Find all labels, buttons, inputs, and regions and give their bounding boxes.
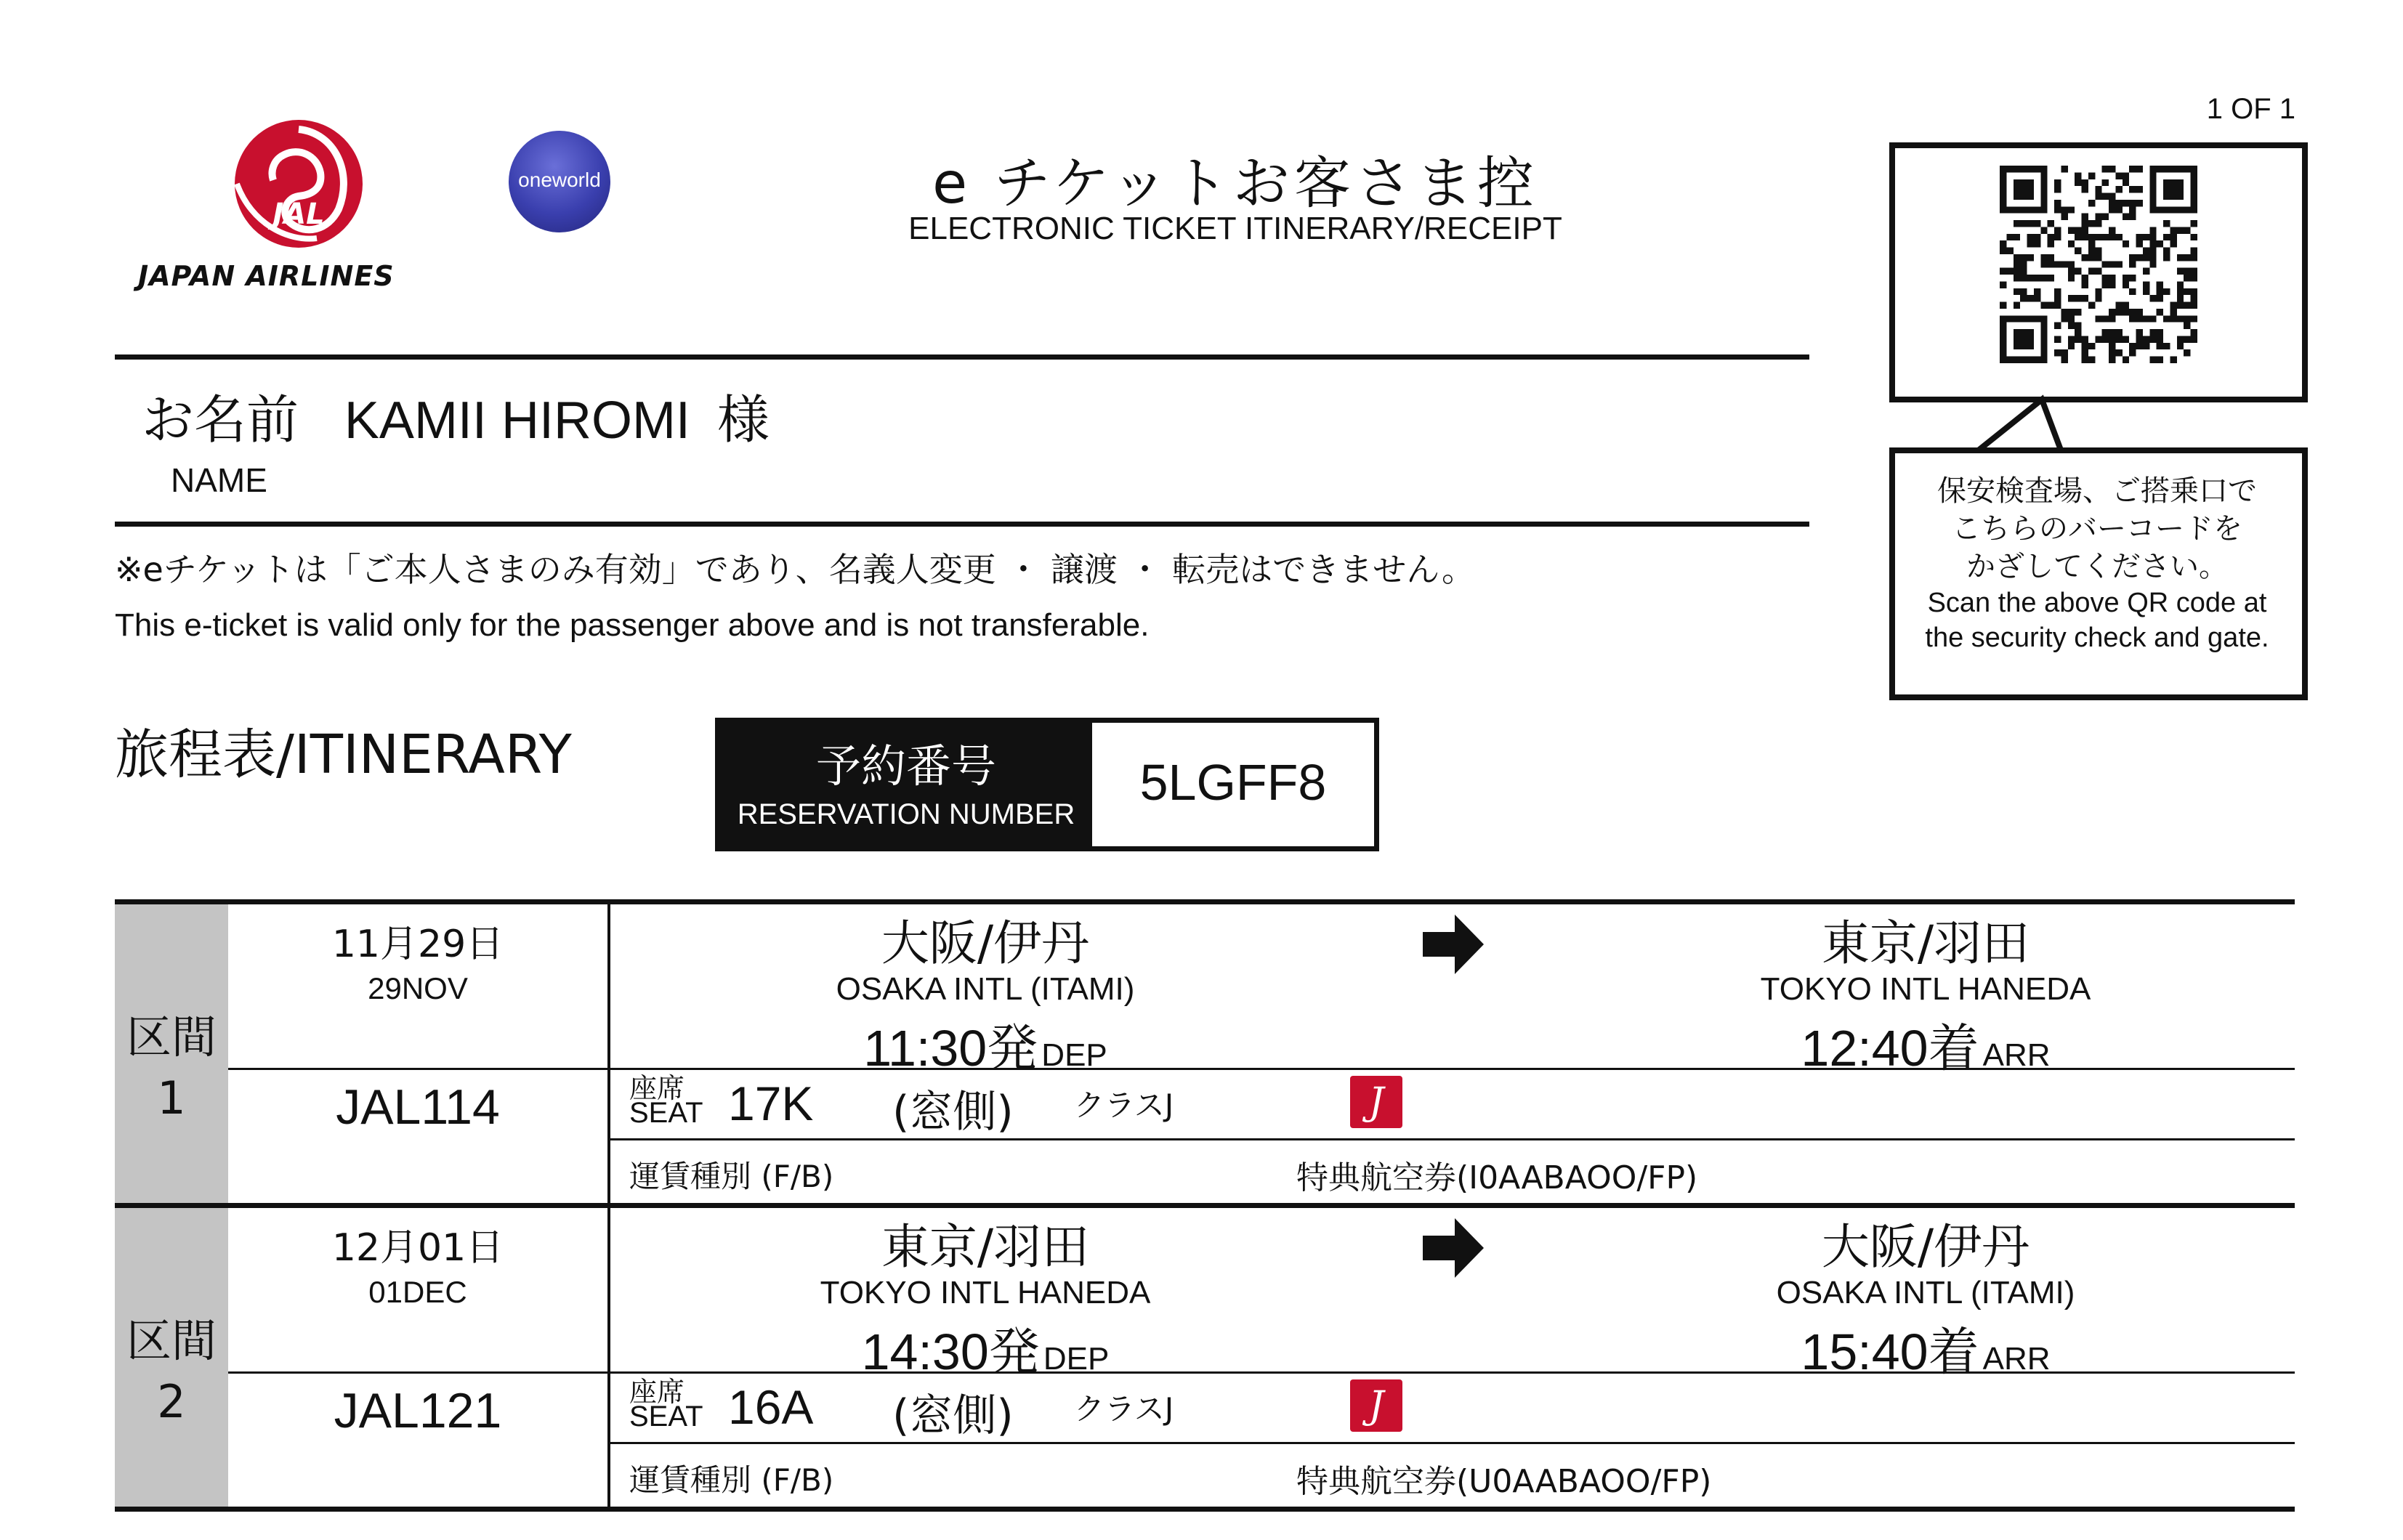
divider-name	[115, 522, 1809, 527]
segment-2-arr-time: 15:40	[1801, 1324, 1929, 1380]
qr-note-en-1: Scan the above QR code at	[1927, 588, 2267, 618]
divider-top	[115, 354, 1809, 360]
segment-1-fare-label: 運賃種別 (F/B)	[629, 1159, 834, 1194]
segment-2-seat-type: (窓側)	[892, 1390, 1014, 1441]
qr-code-icon	[2000, 166, 2197, 363]
segment-1-flight: JAL114	[336, 1079, 500, 1135]
segment-2-divider	[607, 1208, 610, 1510]
segment-1-label: 区間	[126, 1010, 217, 1063]
page-title-en: ELECTRONIC TICKET ITINERARY/RECEIPT	[908, 211, 1562, 246]
qr-note-jp-2: こちらのバーコードを	[1952, 512, 2242, 546]
notice-en: This e-ticket is valid only for the passenger above and is not transferable.	[115, 607, 1150, 643]
segment-2-seat-label	[629, 1376, 703, 1432]
segment-2-label: 区間	[126, 1314, 217, 1367]
segment-2-seat-rule	[609, 1442, 2295, 1444]
name-label-en: NAME	[171, 461, 267, 499]
oneworld-wordmark: oneworld	[518, 169, 601, 191]
segment-2-arr-label: ARR	[1982, 1341, 2051, 1377]
segment-1-from-en: OSAKA INTL (ITAMI)	[836, 971, 1135, 1007]
airline-wordmark: JAPAN AIRLINES	[138, 260, 395, 292]
arrow-right-icon	[1423, 1215, 1488, 1281]
segment-2-index: 2	[157, 1375, 186, 1428]
page-title-jp: e チケットお客さま控	[932, 151, 1538, 216]
segment-1-index: 1	[157, 1071, 186, 1124]
segment-2-fare-label: 運賃種別 (F/B)	[629, 1462, 834, 1498]
segment-1-dep-time: 11:30	[863, 1020, 988, 1077]
reservation-label-jp: 予約番号	[815, 739, 996, 793]
passenger-name: KAMII HIROMI	[344, 392, 690, 450]
segment-2-to-en: OSAKA INTL (ITAMI)	[1776, 1275, 2075, 1310]
reservation-box	[715, 718, 1379, 851]
arrow-right-icon	[1423, 912, 1488, 977]
qr-note-jp-3: かざしてください。	[1966, 550, 2228, 583]
segment-2-departure	[658, 1311, 1312, 1385]
segment-1-date-en: 29NOV	[368, 971, 468, 1005]
segment-2-top-rule	[115, 1203, 2295, 1208]
segment-2-from-en: TOKYO INTL HANEDA	[820, 1275, 1151, 1310]
segment-1-departure	[658, 1008, 1312, 1081]
seat-label-en: SEAT	[629, 1401, 703, 1432]
segment-2-flight: JAL121	[334, 1383, 502, 1438]
segment-1-divider	[607, 904, 610, 1207]
segment-2-fare: 特典航空券(U0AABAOO/FP)	[1296, 1463, 1712, 1500]
segment-1-class: クラスJ	[1074, 1087, 1174, 1123]
seat-label-en: SEAT	[629, 1097, 703, 1129]
segment-1-date-jp: 11月29日	[331, 923, 504, 966]
segment-2-dep-kanji: 発	[988, 1322, 1040, 1382]
segment-2-bottom-rule	[115, 1507, 2295, 1512]
seat-label-jp: 座席	[629, 1072, 685, 1104]
honorific: 様	[716, 389, 770, 450]
oneworld-logo-icon	[509, 131, 610, 232]
notice-jp: ※eチケットは「ご本人さまのみ有効」であり、名義人変更 ・ 譲渡 ・ 転売はできません。	[115, 550, 1475, 589]
name-label-jp: お名前	[142, 389, 299, 450]
reservation-label-block	[720, 723, 1092, 846]
qr-note-en-2: the security check and gate.	[1925, 623, 2269, 653]
segment-2-seat: 16A	[728, 1380, 814, 1434]
segment-1-arr-label: ARR	[1982, 1037, 2051, 1073]
segment-1-top-rule	[115, 899, 2295, 904]
segment-2-dep-time: 14:30	[861, 1324, 989, 1380]
page-indicator: 1 OF 1	[2206, 93, 2295, 125]
segment-1-seat: 17K	[728, 1077, 814, 1130]
reservation-number: 5LGFF8	[1139, 754, 1327, 811]
segment-1-seat-rule	[609, 1138, 2295, 1140]
segment-2-to-jp: 大阪/伊丹	[1821, 1219, 2030, 1275]
segment-1-arrival	[1599, 1008, 2253, 1081]
segment-2-arrival	[1599, 1311, 2253, 1385]
segment-2-arr-kanji: 着	[1928, 1322, 1979, 1382]
segment-2-date-en: 01DEC	[368, 1275, 467, 1309]
segment-2	[115, 1208, 2295, 1510]
segment-1-to-jp: 東京/羽田	[1821, 915, 2030, 971]
segment-2-date-jp: 12月01日	[331, 1226, 504, 1270]
segment-1-arr-time: 12:40	[1801, 1020, 1929, 1077]
class-j-icon: J	[1350, 1076, 1402, 1128]
segment-1-seat-label	[629, 1072, 703, 1129]
qr-note-jp-1: 保安検査場、ご搭乗口で	[1937, 474, 2257, 508]
segment-1-seat-type: (窓側)	[892, 1087, 1014, 1138]
segment-1-arr-kanji: 着	[1928, 1018, 1979, 1078]
qr-instruction-text	[1898, 472, 2296, 655]
itinerary-title: 旅程表/ITINERARY	[115, 724, 572, 786]
segment-1-dep-label: DEP	[1041, 1037, 1107, 1073]
segment-1	[115, 904, 2295, 1207]
segment-2-dep-label: DEP	[1043, 1341, 1110, 1377]
seat-label-jp: 座席	[629, 1376, 685, 1408]
passenger-name-line	[142, 378, 770, 453]
segment-1-from-jp: 大阪/伊丹	[881, 915, 1090, 971]
reservation-label-en: RESERVATION NUMBER	[737, 798, 1075, 830]
class-j-icon: J	[1350, 1379, 1402, 1432]
segment-1-dep-kanji: 発	[987, 1018, 1038, 1078]
svg-text:JAL: JAL	[272, 198, 325, 231]
segment-2-class: クラスJ	[1074, 1391, 1174, 1427]
segment-1-fare: 特典航空券(I0AABAOO/FP)	[1296, 1159, 1698, 1196]
segment-2-from-jp: 東京/羽田	[881, 1219, 1090, 1275]
segment-1-to-en: TOKYO INTL HANEDA	[1760, 971, 2091, 1007]
